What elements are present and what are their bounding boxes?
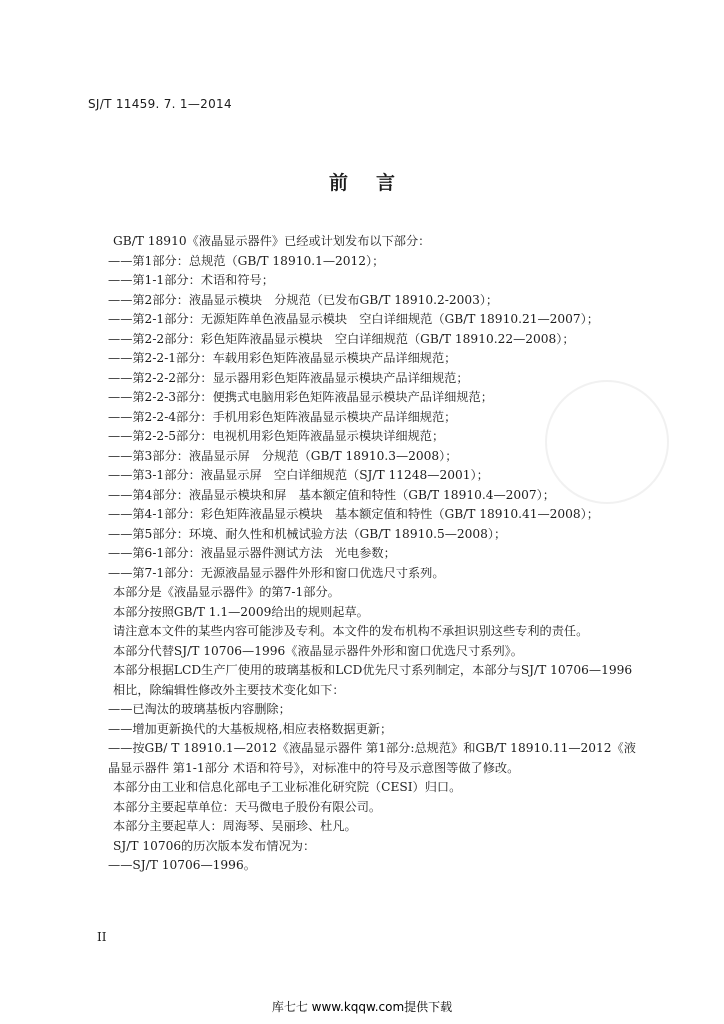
page-number: II xyxy=(97,930,107,944)
list-item-part: ——第2-2-4部分：手机用彩色矩阵液晶显示模块产品详细规范； xyxy=(108,409,457,424)
download-banner: 库七七 www.kqqw.com提供下载 xyxy=(271,1000,453,1014)
list-item-part: ——第5部分：环境、耐久性和机械试验方法（GB/T 18910.5—2008）； xyxy=(108,526,507,541)
page-title: 前言 xyxy=(328,172,423,194)
drafters-paragraph: 本部分主要起草人：周海琴、吴丽珍、杜凡。 xyxy=(113,819,357,833)
list-item-part: ——第3-1部分：液晶显示屏 空白详细规范（SJ/T 11248—2001）； xyxy=(108,468,489,482)
drafting-unit-paragraph: 本部分主要起草单位：天马微电子股份有限公司。 xyxy=(113,799,382,814)
basis-paragraph: 本部分根据LCD生产厂使用的玻璃基板和LCD优先尺寸系列制定，本部分与SJ/T 10706—1996相比，除编辑性修改外主要技术变化如下： xyxy=(113,663,633,697)
list-item-change: ——按GB/ T 18910.1—2012《液晶显示器件 第1部分:总规范》和GB/T 18910.11—2012《液晶显示器件 第1-1部分 术语和符号》，对标准中的符号及示意图等做了修改。 xyxy=(108,741,636,775)
list-item-change: ——已淘汰的玻璃基板内容删除； xyxy=(108,702,291,716)
replaces-paragraph: 本部分代替SJ/T 10706—1996《液晶显示器件外形和窗口优选尺寸系列》。 xyxy=(113,643,523,658)
list-item-history: ——SJ/T 10706—1996。 xyxy=(108,858,256,872)
list-item-part: ——第1-1部分：术语和符号； xyxy=(108,273,274,287)
list-item-part: ——第4部分：液晶显示模块和屏 基本额定值和特性（GB/T 18910.4—2007）； xyxy=(108,487,555,502)
list-item-part: ——第3部分：液晶显示屏 分规范（GB/T 18910.3—2008）； xyxy=(108,448,458,463)
document-code: SJ/T 11459. 7. 1—2014 xyxy=(88,97,232,111)
list-item-part: ——第6-1部分：液晶显示器件测试方法 光电参数； xyxy=(108,546,396,560)
intro-paragraph: GB/T 18910《液晶显示器件》已经或计划发布以下部分： xyxy=(113,234,431,248)
list-item-part: ——第2-1部分：无源矩阵单色液晶显示模块 空白详细规范（GB/T 18910.21—2007）； xyxy=(108,312,599,326)
history-paragraph: SJ/T 10706的历次版本发布情况为： xyxy=(113,838,316,853)
part-of-paragraph: 本部分是《液晶显示器件》的第7-1部分。 xyxy=(113,585,340,599)
list-item-part: ——第2-2-2部分：显示器用彩色矩阵液晶显示模块产品详细规范； xyxy=(108,370,469,385)
list-item-part: ——第2部分：液晶显示模块 分规范（已发布GB/T 18910.2-2003）； xyxy=(108,292,499,307)
list-item-part: ——第1部分：总规范（GB/T 18910.1—2012）； xyxy=(108,253,385,268)
list-item-part: ——第4-1部分：彩色矩阵液晶显示模块 基本额定值和特性（GB/T 18910.41—2008）； xyxy=(108,507,599,521)
list-item-part: ——第7-1部分：无源液晶显示器件外形和窗口优选尺寸系列。 xyxy=(108,565,445,580)
patent-paragraph: 请注意本文件的某些内容可能涉及专利。本文件的发布机构不承担识别这些专利的责任。 xyxy=(113,624,589,638)
list-item-part: ——第2-2-5部分：电视机用彩色矩阵液晶显示模块详细规范； xyxy=(108,429,445,443)
list-item-part: ——第2-2-3部分：便携式电脑用彩色矩阵液晶显示模块产品详细规范； xyxy=(108,390,493,404)
foreword-body xyxy=(88,232,638,876)
list-item-part: ——第2-2部分：彩色矩阵液晶显示模块 空白详细规范（GB/T 18910.22—2008）； xyxy=(108,331,575,346)
list-item-change: ——增加更新换代的大基板规格,相应表格数据更新； xyxy=(108,721,393,736)
drafting-rules-paragraph: 本部分按照GB/T 1.1—2009给出的规则起草。 xyxy=(113,604,369,619)
list-item-part: ——第2-2-1部分：车载用彩色矩阵液晶显示模块产品详细规范； xyxy=(108,351,457,365)
proposed-by-paragraph: 本部分由工业和信息化部电子工业标准化研究院（CESI）归口。 xyxy=(113,780,462,794)
